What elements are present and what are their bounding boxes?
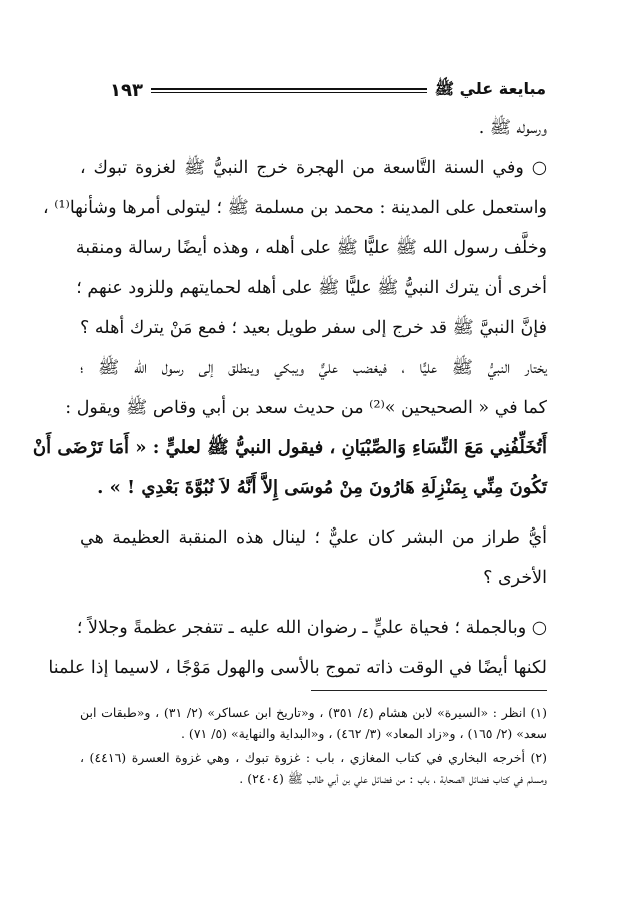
hadith-line: أَتُخَلِّفُنِي مَعَ النِّسَاءِ وَالصِّبْيَانِ ، فيقول النبيُّ ﷺ لعليٍّ : « أَمَا تَرْضَى أَنْ: [32, 437, 547, 458]
footnote-separator: [311, 690, 547, 691]
paragraph-gap: [80, 598, 547, 608]
main-text: [32, 108, 547, 688]
footnotes: [80, 702, 547, 789]
text-line: واستعمل على المدينة : محمد بن مسلمة ﷺ ؛ ليتولى أمرها وشأنها⁽¹⁾ ،: [42, 198, 547, 218]
text-line: أيُّ طراز من البشر كان عليٌّ ؛ لينال هذه المنقبة العظيمة هي: [80, 528, 547, 548]
text-line: الأخرى ؟: [483, 568, 547, 588]
paragraph-gap: [80, 508, 547, 518]
text-line: ○ وفي السنة التَّاسعة من الهجرة خرج النبيُّ ﷺ لغزوة تبوك ،: [80, 158, 547, 178]
footnote-line: ومسلم في كتاب فضائل الصحابة ، باب : من فضائل علي بن أبي طالب ﷺ (٢٤٠٤) .: [239, 771, 547, 786]
page-number: ١٩٣: [110, 79, 143, 101]
footnote-line: (٢) أخرجه البخاري في كتاب المغازي ، باب : غزوة تبوك ، وهي غزوة العسرة (٤٤١٦) ،: [80, 750, 547, 765]
text-line: كما في « الصحيحين »⁽²⁾ من حديث سعد بن أبي وقاص ﷺ ويقول :: [65, 398, 547, 418]
footnote-line: (١) انظر : «السيرة» لابن هشام (٤/ ٣٥١) ، و«تاريخ ابن عساكر» (٢/ ٣١) ، و«طبقات ابن: [80, 705, 547, 720]
text-line: ○ وبالجملة ؛ فحياة عليٍّ ـ رضوان الله عليه ـ تتفجر عظمةً وجلالاً ؛: [76, 618, 547, 638]
footnote-line: سعد» (٢/ ١٦٥) ، و«زاد المعاد» (٣/ ٤٦٢) ، و«البداية والنهاية» (٥/ ٧١) .: [180, 726, 547, 741]
header-rule: [151, 88, 427, 93]
text-line: فإنَّ النبيَّ ﷺ قد خرج إلى سفر طويل بعيد ؛ فمع مَنْ يترك أهله ؟: [80, 318, 547, 338]
text-line: لكنها أيضًا في الوقت ذاته تموج بالأسى والهول مَوْجًا ، لاسيما إذا علمنا: [48, 658, 547, 678]
text-line: يختار النبيُّ ﷺ عليًّا ، فيغضب عليٌّ ويبكي وينطلق إلى رسول الله ﷺ ؛: [80, 358, 547, 378]
running-header: [110, 78, 546, 102]
text-line: أخرى أن يترك النبيُّ ﷺ عليًّا ﷺ على أهله لحمايتهم وللزود عنهم ؛: [76, 278, 547, 298]
text-line: وخلَّف رسول الله ﷺ عليًّا ﷺ على أهله ، وهذه أيضًا رسالة ومنقبة: [75, 238, 547, 258]
hadith-line: تَكُونَ مِنِّي بِمَنْزِلَةِ هَارُونَ مِنْ مُوسَى إِلاَّ أَنَّهُ لاَ نُبُوَّةَ بَعْدِي ! » .: [97, 477, 547, 498]
chapter-title: مبايعة علي ﷺ: [434, 78, 546, 98]
text-line: ورسوله ﷺ .: [478, 118, 547, 138]
